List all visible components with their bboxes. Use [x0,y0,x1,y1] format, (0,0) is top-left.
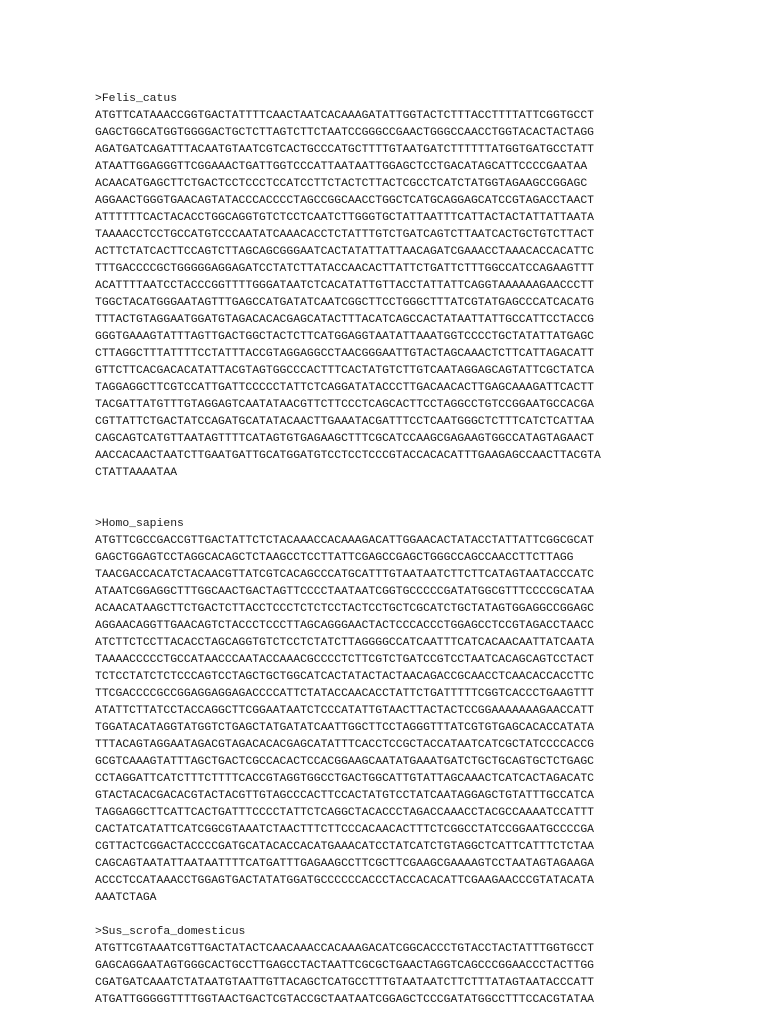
sequence-line: GAGCTGGCATGGTGGGGACTGCTCTTAGTCTTCTAATCCGGGCCGAACTGGGCCAACCTGGTACACTACTAGG [95,127,594,139]
sequence-line: GGGTGAAAGTATTTAGTTGACTGGCTACTCTTCATGGAGGTAATATTAAATGGTCCCCTGCTATATTATGAGC [95,331,594,343]
sequence-line: TAACGACCACATCTACAACGTTATCGTCACAGCCCATGCATTTGTAATAATCTTCTTCATAGTAATACCCATC [95,569,594,581]
sequence-line: CGTTACTCGGACTACCCCGATGCATACACCACATGAAACATCCTATCATCTGTAGGCTCATTCATTTCTCTAA [95,841,594,853]
sequence-line: ATGTTCATAAACCGGTGACTATTTTCAACTAATCACAAAGATATTGGTACTCTTTACCTTTTATTCGGTGCCT [95,110,594,122]
sequence-line: ATGTTCGTAAATCGTTGACTATACTCAACAAACCACAAAGACATCGGCACCCTGTACCTACTATTTGGTGCCT [95,943,594,955]
sequence-line: TAAAACCCCCTGCCATAACCCAATACCAAACGCCCCTCTTCGTCTGATCCGTCCTAATCACAGCAGTCCTACT [95,654,594,666]
sequence-line: CACTATCATATTCATCGGCGTAAATCTAACTTTCTTCCCACAACACTTTCTCGGCCTATCCGGAATGCCCCGA [95,824,594,836]
sequence-line: CTATTAAAATAA [95,467,178,479]
record-separator [95,907,695,924]
sequence-line: TCTCCTATCTCTCCCAGTCCTAGCTGCTGGCATCACTATACTACTAACAGACCGCAACCTCAACACCACCTTC [95,671,594,683]
sequence-line: ACTTCTATCACTTCCAGTCTTAGCAGCGGGAATCACTATATTATTAACAGATCGAAACCTAAACACCACATTC [95,246,594,258]
sequence-line: TGGATACATAGGTATGGTCTGAGCTATGATATCAATTGGCTTCCTAGGGTTTATCGTGTGAGCACACCATATA [95,722,594,734]
sequence-line: GTACTACACGACACGTACTACGTTGTAGCCCACTTCCACTATGTCCTATCAATAGGAGCTGTATTTGCCATCA [95,790,594,802]
sequence-header: >Homo_sapiens [95,518,184,530]
sequence-line: ATAATCGGAGGCTTTGGCAACTGACTAGTTCCCCTAATAATCGGTGCCCCCGATATGGCGTTTCCCCGCATAA [95,586,594,598]
sequence-line: TTTACAGTAGGAATAGACGTAGACACACGAGCATATTTCACCTCCGCTACCATAATCATCGCTATCCCCACCG [95,739,594,751]
sequence-line: CAGCAGTCATGTTAATAGTTTTCATAGTGTGAGAAGCTTTCGCATCCAAGCGAGAAGTGGCCATAGTAGAACT [95,433,594,445]
sequence-line: ATAATTGGAGGGTTCGGAAACTGATTGGTCCCATTAATAATTGGAGCTCCTGACATAGCATTCCCCGAATAA [95,161,588,173]
sequence-line: ATGATTGGGGGTTTTGGTAACTGACTCGTACCGCTAATAATCGGAGCTCCCGATATGGCCTTTCCACGTATAA [95,994,594,1006]
sequence-line: ACAACATGAGCTTCTGACTCCTCCCTCCATCCTTCTACTCTTACTCGCCTCATCTATGGTAGAAGCCGGAGC [95,178,588,190]
sequence-line: AGATGATCAGATTTACAATGTAATCGTCACTGCCCATGCTTTTGTAATGATCTTTTTTATGGTGATGCCTATT [95,144,594,156]
fasta-record-sus-scrofa-domesticus [95,924,695,1009]
sequence-line: AGGAACAGGTTGAACAGTCTACCCTCCCTTAGCAGGGAACTACTCCCACCCTGGAGCCTCCGTAGACCTAACC [95,620,594,632]
sequence-line: GCGTCAAAGTATTTAGCTGACTCGCCACACTCCACGGAAGCAATATGAAATGATCTGCTGCAGTGCTCTGAGC [95,756,594,768]
sequence-body [95,533,695,907]
sequence-body [95,941,695,1009]
sequence-line: GAGCTGGAGTCCTAGGCACAGCTCTAAGCCTCCTTATTCGAGCCGAGCTGGGCCAGCCAACCTTCTTAGG [95,552,574,564]
sequence-line: ACCCTCCATAAACCTGGAGTGACTATATGGATGCCCCCCACCCTACCACACATTCGAAGAACCCGTATACATA [95,875,594,887]
sequence-line: TTTGACCCCGCTGGGGGAGGAGATCCTATCTTATACCAACACTTATTCTGATTCTTTGGCCATCCAGAAGTTT [95,263,594,275]
sequence-line: CCTAGGATTCATCTTTCTTTTCACCGTAGGTGGCCTGACTGGCATTGTATTAGCAAACTCATCACTAGACATC [95,773,594,785]
sequence-line: CAGCAGTAATATTAATAATTTTCATGATTTGAGAAGCCTTCGCTTCGAAGCGAAAAGTCCTAATAGTAGAAGA [95,858,594,870]
sequence-line: GAGCAGGAATAGTGGGCACTGCCTTGAGCCTACTAATTCGCGCTGAACTAGGTCAGCCCGGAACCCTACTTGG [95,960,594,972]
sequence-line: ATATTCTTATCCTACCAGGCTTCGGAATAATCTCCCATATTGTAACTTACTACTCCGGAAAAAAAGAACCATT [95,705,594,717]
sequence-line: ACAACATAAGCTTCTGACTCTTACCTCCCTCTCTCCTACTCCTGCTCGCATCTGCTATAGTGGAGGCCGGAGC [95,603,594,615]
sequence-line: TACGATTATGTTTGTAGGAGTCAATATAACGTTCTTCCCTCAGCACTTCCTAGGCCTGTCCGGAATGCCACGA [95,399,594,411]
sequence-line: GTTCTTCACGACACATATTACGTAGTGGCCCACTTTCACTATGTCTTGTCAATAGGAGCAGTATTCGCTATCA [95,365,594,377]
fasta-record-homo-sapiens [95,516,695,907]
sequence-line: ACATTTTAATCCTACCCGGTTTTGGGATAATCTCACATATTGTTACCTATTATTCAGGTAAAAAAGAACCCTT [95,280,594,292]
fasta-document [95,91,695,1009]
sequence-line: TTCGACCCCGCCGGAGGAGGAGACCCCATTCTATACCAACACCTATTCTGATTTTTCGGTCACCCTGAAGTTT [95,688,594,700]
sequence-line: TAAAACCTCCTGCCATGTCCCAATATCAAACACCTCTATTTGTCTGATCAGTCTTAATCACTGCTGTCTTACT [95,229,594,241]
sequence-line: CTTAGGCTTTATTTTCCTATTTACCGTAGGAGGCCTAACGGGAATTGTACTAGCAAACTCTTCATTAGACATT [95,348,594,360]
sequence-line: TGGCTACATGGGAATAGTTTGAGCCATGATATCAATCGGCTTCCTGGGCTTTATCGTATGAGCCCATCACATG [95,297,594,309]
sequence-line: CGATGATCAAATCTATAATGTAATTGTTACAGCTCATGCCTTTGTAATAATCTTCTTTATAGTAATACCCATT [95,977,594,989]
sequence-body [95,108,695,482]
sequence-header: >Sus_scrofa_domesticus [95,926,246,938]
sequence-header: >Felis_catus [95,93,178,105]
sequence-line: ATCTTCTCCTTACACCTAGCAGGTGTCTCCTCTATCTTAGGGGCCATCAATTTCATCACAACAATTATCAATA [95,637,594,649]
sequence-line: AGGAACTGGGTGAACAGTATACCCACCCCTAGCCGGCAACCTGGCTCATGCAGGAGCATCCGTAGACCTAACT [95,195,594,207]
sequence-line: TTTACTGTAGGAATGGATGTAGACACACGAGCATACTTTACATCAGCCACTATAATTATTGCCATTCCTACCG [95,314,594,326]
sequence-line: AAATCTAGA [95,892,157,904]
sequence-line: ATTTTTTCACTACACCTGGCAGGTGTCTCCTCAATCTTGGGTGCTATTAATTTCATTACTACTATTATTAATA [95,212,594,224]
sequence-line: ATGTTCGCCGACCGTTGACTATTCTCTACAAACCACAAAGACATTGGAACACTATACCTATTATTCGGCGCAT [95,535,594,547]
sequence-line: CGTTATTCTGACTATCCAGATGCATATACAACTTGAAATACGATTTCCTCAATGGGCTCTTTCATCTCATTAA [95,416,594,428]
record-separator [95,482,695,516]
sequence-line: TAGGAGGCTTCATTCACTGATTTCCCCTATTCTCAGGCTACACCCTAGACCAAACCTACGCCAAAATCCATTT [95,807,594,819]
fasta-record-felis-catus [95,91,695,482]
sequence-line: TAGGAGGCTTCGTCCATTGATTCCCCCTATTCTCAGGATATACCCTTGACAACACTTGAGCAAAGATTCACTT [95,382,594,394]
sequence-line: AACCACAACTAATCTTGAATGATTGCATGGATGTCCTCCTCCCGTACCACACATTTGAAGAGCCAACTTACGTA [95,450,601,462]
